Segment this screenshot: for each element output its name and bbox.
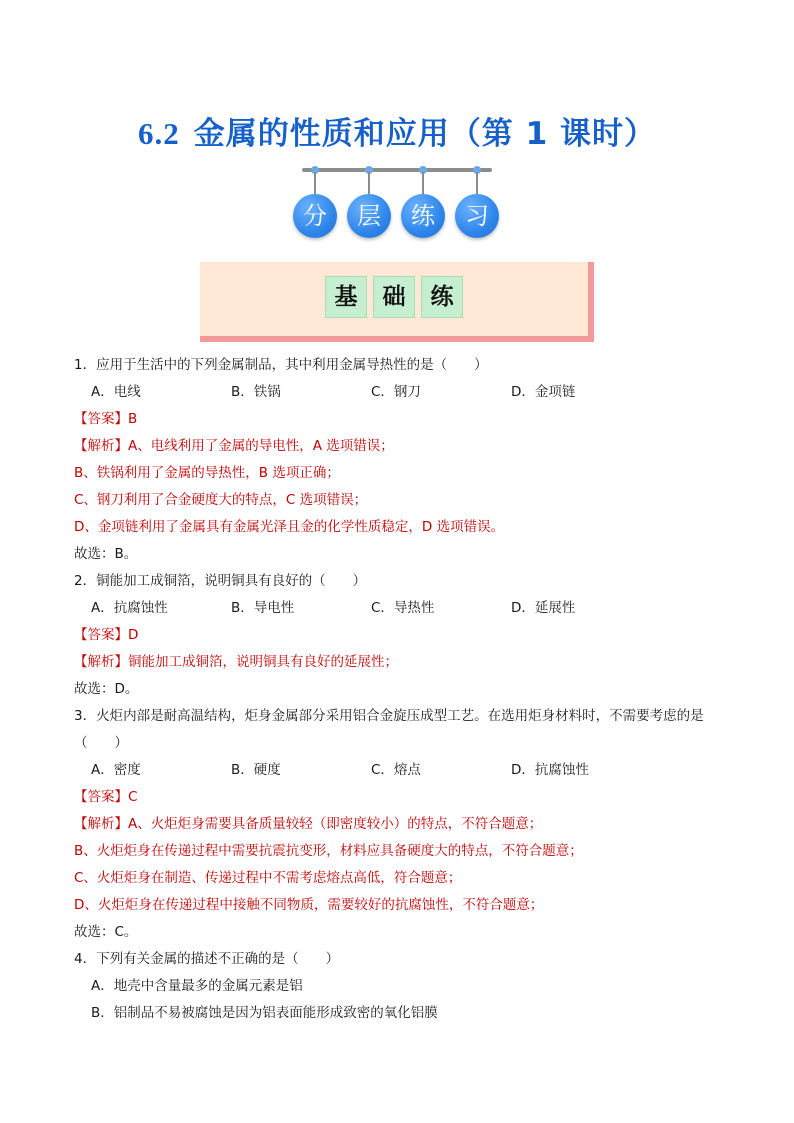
answer-value: C [128,789,138,805]
option-d: D．抗腐蚀性 [511,762,589,778]
conclusion-line: 故选：D。 [74,681,139,697]
lesson-number: 6.2 [138,116,180,151]
conclusion-line: 故选：C。 [74,924,138,940]
option-row [74,757,734,784]
option-d: D．延展性 [511,600,576,616]
section-char-chu: 础 [373,276,415,318]
analysis-line: C、火炬炬身在制造、传递过程中不需考虑熔点高低，符合题意； [74,870,462,886]
section-char-lian: 练 [421,276,463,318]
analysis-line [74,649,734,676]
answer-tag: 【答案】 [74,789,128,805]
option-b: B．导电性 [231,600,295,616]
analysis-line: D、金项链利用了金属具有金属光泽且金的化学性质稳定，D 选项错误。 [74,519,505,535]
question-stem: 2．铜能加工成铜箔，说明铜具有良好的（ ） [74,573,367,589]
question-stem: 3．火炬内部是耐高温结构，炬身金属部分采用铝合金旋压成型工艺。在选用炬身材料时，不需要考虑的是 [74,708,704,724]
section-banner [200,262,594,342]
option-a: A．抗腐蚀性 [91,600,168,616]
analysis-line [74,811,734,838]
badge-xi: 习 [455,194,499,238]
analysis-tag: 【解析】 [74,654,128,670]
analysis-line: B、铁锅利用了金属的导热性，B 选项正确； [74,465,340,481]
answer-tag: 【答案】 [74,627,128,643]
option-b: B．硬度 [231,762,281,778]
option-row [74,595,734,622]
option-c: C．熔点 [371,762,421,778]
answer-tag: 【答案】 [74,411,128,427]
option-b: B．铝制品不易被腐蚀是因为铝表面能形成致密的氧化铝膜 [91,1005,438,1021]
question-stem: 1．应用于生活中的下列金属制品，其中利用金属导热性的是（ ） [74,357,488,373]
analysis-line: D、火炬炬身在传递过程中接触不同物质，需要较好的抗腐蚀性，不符合题意； [74,897,544,913]
option-b: B．铁锅 [231,384,281,400]
badge-fen: 分 [293,194,337,238]
hanger-bar [302,168,492,172]
hanger-string [476,172,478,194]
option-c: C．导热性 [371,600,435,616]
analysis-tag: 【解析】 [74,438,128,454]
analysis-text: A、火炬炬身需要具备质量较轻（即密度较小）的特点，不符合题意； [128,816,543,832]
answer-value: B [128,411,138,427]
analysis-text: A、电线利用了金属的导电性，A 选项错误； [128,438,394,454]
section-char-ji: 基 [325,276,367,318]
question-stem-cont: （ ） [74,735,128,751]
option-row [74,379,734,406]
analysis-text: 铜能加工成铜箔，说明铜具有良好的延展性； [128,654,398,670]
analysis-line: C、钢刀利用了合金硬度大的特点，C 选项错误； [74,492,368,508]
analysis-line [74,433,734,460]
lesson-title: 金属的性质和应用（第 1 课时） [193,116,656,152]
hanger-string [314,172,316,194]
badge-ceng: 层 [347,194,391,238]
analysis-line: B、火炬炬身在传递过程中需要抗震抗变形，材料应具备硬度大的特点，不符合题意； [74,843,583,859]
conclusion-line: 故选：B。 [74,546,138,562]
answer-value: D [128,627,139,643]
answer-line [74,406,734,433]
answer-line [74,784,734,811]
question-stem: 4．下列有关金属的描述不正确的是（ ） [74,951,340,967]
hanger-string [368,172,370,194]
badge-lian: 练 [401,194,445,238]
option-d: D．金项链 [511,384,576,400]
analysis-tag: 【解析】 [74,816,128,832]
hanger-string [422,172,424,194]
option-c: C．钢刀 [371,384,421,400]
option-a: A．电线 [91,384,141,400]
page-title [0,108,794,153]
option-a: A．密度 [91,762,141,778]
option-a: A．地壳中含量最多的金属元素是铝 [91,978,303,994]
question-list [74,352,734,1027]
answer-line [74,622,734,649]
